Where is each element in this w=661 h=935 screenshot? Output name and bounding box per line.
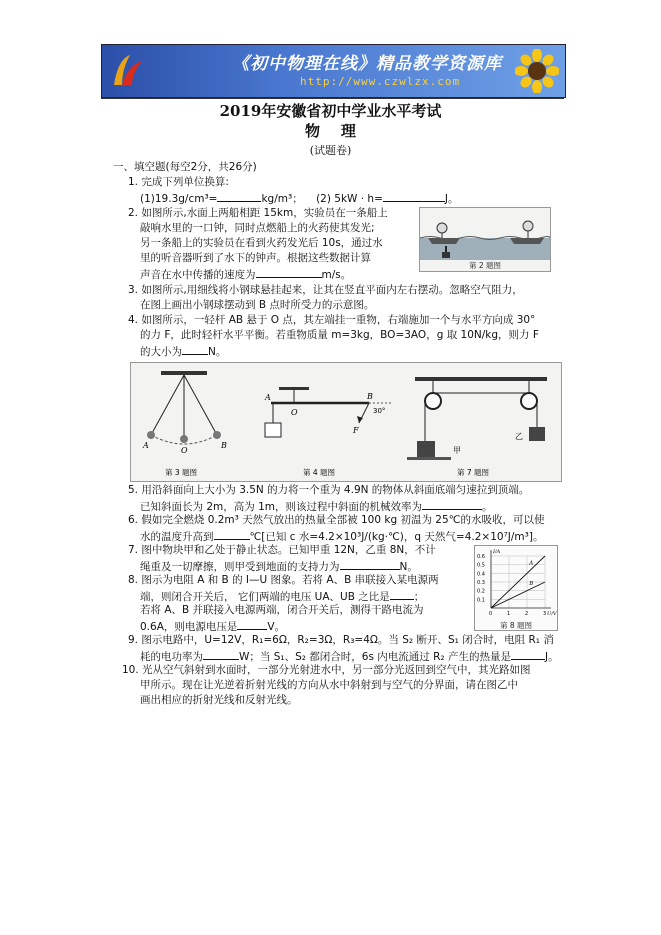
q8-line-1: 8. 图示为电阻 A 和 B 的 I—U 图象。若将 A、B 串联接入某电源两 [128,574,439,586]
chart-x-axis-label: U/V [547,611,557,617]
chart-x-tick-label: 2 [525,611,529,617]
site-banner [101,44,566,98]
fig3-label-b: B [221,441,227,450]
q8-blank-2[interactable] [237,618,267,630]
figure-2-caption: 第 2 题图 [468,261,502,270]
figure-8-caption: 第 8 题图 [499,621,533,630]
q4-blank[interactable] [182,343,208,355]
fig4-label-a: A [265,393,271,402]
q4-line-1: 4. 如图所示，一轻杆 AB 悬于 O 点，其左端挂一重物，右端施加一个与水平方向成 30° [128,314,536,326]
chart-series-line-B [491,582,545,608]
chart-y-tick-label: 0.3 [477,580,485,586]
q2-unit: m/s。 [321,269,352,281]
q7-line-1: 7. 图中物块甲和乙处于静止状态。已知甲重 12N，乙重 8N，不计 [128,544,436,556]
q5-text: 已知斜面长为 2m，高为 1m，则该过程中斜面的机械效率为 [140,501,422,513]
fig7-label-yi: 乙 [515,432,523,441]
figure-4-lever [264,387,393,477]
fig4-label-angle: 30° [373,407,386,415]
figure-4-caption: 第 4 题图 [303,468,336,477]
figure-7-pulleys [407,377,547,477]
q2-line-1: 2. 如图所示,水面上两船相距 15km，实验员在一条船上 [128,207,388,219]
q2-blank[interactable] [256,266,322,278]
figure-8 [474,545,558,631]
q1-blank-1[interactable] [217,190,261,202]
banner-url[interactable]: http://www.czwlzx.com [300,75,461,88]
fig7-label-jia: 甲 [453,446,461,455]
q10-line-2: 甲所示。现在让光逆着折射光线的方向从水中斜射到与空气的分界面，请在图乙中 [140,679,518,691]
q4-unit: N。 [208,346,227,358]
fig3-label-o: O [181,446,188,455]
q2-line-5 [140,266,351,283]
q1-blank-2[interactable] [383,190,445,202]
q6-line-1: 6. 假如完全燃烧 0.2m³ 天然气放出的热量全部被 100 kg 初温为 25℃的水吸收，可以使 [128,514,545,526]
figure-2-drawing [420,208,550,260]
q9-blank-1[interactable] [203,648,239,660]
chart-y-tick-label: 0.5 [477,562,485,569]
section-heading: 一、填空题(每空2分，共26分) [113,161,257,173]
q5-blank[interactable] [422,498,482,510]
q6-blank[interactable] [214,528,250,540]
site-logo-icon [108,51,148,91]
q2-line-2: 敲响水里的一口钟，同时点燃船上的火药使其发光; [140,222,375,234]
q3-line-1: 3. 如图所示,用细线将小钢球悬挂起来，让其在竖直平面内左右摆动。忽略空气阻力， [128,284,523,296]
exam-title: 2019年安徽省初中学业水平考试 [219,102,442,120]
chart-y-tick-label: 0.6 [477,554,485,560]
q4-line-3 [140,343,226,360]
q9-line-1: 9. 图示电路中，U=12V，R₁=6Ω，R₂=3Ω，R₃=4Ω。当 S₂ 断开、S₁ 闭合时，电阻 R₁ 消 [128,634,554,646]
q8-line-3: 若将 A、B 并联接入电源两端，闭合开关后，测得干路电流为 [140,604,424,616]
q1-part2: (2) 5kW · h= [316,193,383,205]
chart-series-label-A: A [529,560,534,567]
chart-y-tick-label: 0.2 [477,588,485,595]
q9-blank-2[interactable] [511,648,545,660]
q2-line-4: 里的听音器听到了水下的钟声。根据这些数据计算 [140,252,371,264]
chart-y-tick-label: 0.4 [477,571,485,578]
fig4-label-b: B [367,392,373,401]
header-divider [101,98,564,99]
q7-blank[interactable] [340,558,400,570]
q7-unit: N。 [399,561,418,573]
q1-answer-line [140,190,459,207]
figures-3-4-7-drawing [131,363,561,481]
q1-part2-unit: J。 [444,193,459,205]
q10-line-3: 画出相应的折射光线和反射光线。 [140,694,298,706]
subject-title: 物 理 [305,122,356,140]
q8-unit: V。 [267,621,286,633]
fig4-label-f: F [353,426,359,435]
q8-text-1: 端，则闭合开关后， 它们两端的电压 UA、UB 之比是 [140,591,390,603]
paper-type: (试题卷) [309,144,352,157]
chart-series-label-B: B [529,581,534,588]
q8-text-2: 0.6A，则电源电压是 [140,621,238,633]
q7-text: 绳重及一切摩擦，则甲受到地面的支持力为 [140,561,340,573]
q4-line-2: 的力 F，此时轻杆水平平衡。若重物质量 m=3kg，BO=3AO，g 取 10N/kg，则力 F [140,329,539,341]
q5-end: 。 [482,501,493,513]
q9-text-1: 耗的电功率为 [140,651,203,663]
q9-text-2: W；当 S₁、S₂ 都闭合时，6s 内电流通过 R₂ 产生的热量是 [239,651,511,663]
figure-3-caption: 第 3 题图 [165,468,198,477]
fig4-label-o: O [291,408,298,417]
q2-line-3: 另一条船上的实验员在看到火药发光后 10s，通过水 [140,237,383,249]
figure-2 [419,207,551,272]
q3-line-2: 在图上画出小钢球摆动到 B 点时所受力的示意图。 [140,299,375,311]
sunflower-icon [515,49,559,93]
q1-stem: 1. 完成下列单位换算: [128,176,229,188]
q5-line-1: 5. 用沿斜面向上大小为 3.5N 的力将一个重为 4.9N 的物体从斜面底端匀速拉到顶端。 [128,484,530,496]
fig3-label-a: A [143,441,149,450]
q1-part1: (1)19.3g/cm³= [140,193,218,205]
chart-x-tick-label: 0 [489,611,493,617]
figure-3-pendulum [142,371,227,477]
q6-text: 水的温度升高到 [140,531,214,543]
chart-x-tick-label: 1 [507,611,511,617]
q1-part1-unit: kg/m³； [261,193,303,205]
q9-unit: J。 [544,651,559,663]
q10-line-1: 10. 光从空气斜射到水面时，一部分光射进水中，另一部分光返回到空气中，其光路如图 [122,664,531,676]
figure-8-chart [475,546,557,620]
figure-7-caption: 第 7 题图 [457,468,490,477]
figures-3-4-7 [130,362,562,482]
q2-text: 声音在水中传播的速度为 [140,269,256,281]
q4-text: 的大小为 [140,346,182,358]
q8-sep: ； [413,591,425,603]
chart-y-tick-label: 0.1 [477,597,485,604]
chart-y-axis-label: I/A [493,549,501,555]
q6-givens: ℃[已知 c 水=4.2×10³J/(kg·℃)，q 天然气=4.2×10⁷J/m³]。 [249,531,544,543]
banner-title: 《初中物理在线》精品教学资源库 [232,54,502,74]
chart-x-tick-label: 3 [543,611,547,617]
q8-blank-1[interactable] [390,588,414,600]
